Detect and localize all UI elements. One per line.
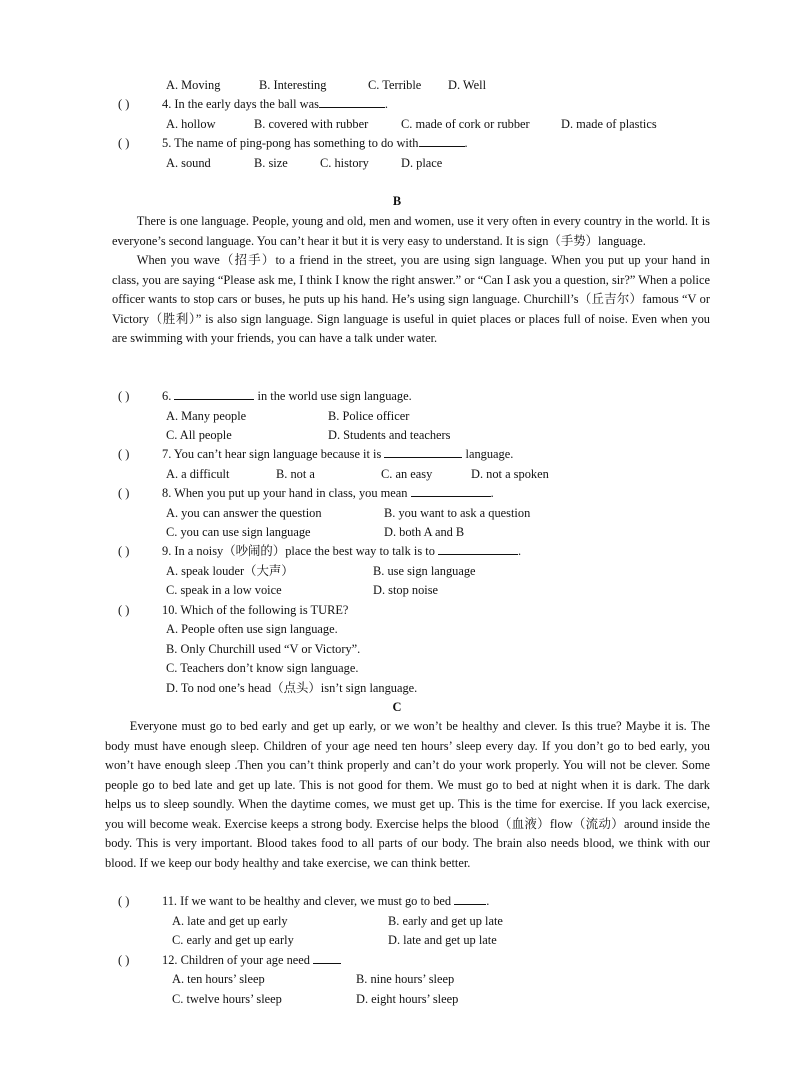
answer-blank[interactable] (319, 95, 385, 108)
answer-paren[interactable]: ( ) (118, 544, 130, 558)
answer-blank[interactable] (174, 387, 254, 400)
q7-option-b: B. not a (276, 467, 315, 481)
q4-option-d: D. made of plastics (561, 117, 657, 131)
q4-option-a: A. hollow (166, 117, 216, 131)
answer-paren[interactable]: ( ) (118, 603, 130, 617)
section-b-heading: B (392, 194, 402, 208)
q9-option-d: D. stop noise (373, 583, 439, 597)
answer-blank[interactable] (411, 484, 491, 497)
answer-paren[interactable]: ( ) (118, 136, 130, 150)
q8-option-d: D. both A and B (384, 525, 465, 539)
q8-option-c: C. you can use sign language (166, 525, 311, 539)
q10-option-a: A. People often use sign language. (166, 622, 338, 636)
answer-paren[interactable]: ( ) (118, 389, 130, 403)
passage-paragraph: Everyone must go to bed early and get up early, or we won’t be healthy and clever. Is this true? Maybe it is. The body must have enough sleep. Children of your age need ten hours’ sleep every day. If you don’t go to bed early, you won’t have enough sleep .Then you can’t think properly and can’t do your work properly. You will not be clever. Some people go to bed late and get up late. This is not good for them. We must go to bed at night when it is dark. The dark helps us to sleep soundly. When the daytime comes, we must get up. This is the time for exercise. If you lack exercise, you will become weak. Exercise keeps a strong body. Exercise helps the blood（血液）flow（流动）around inside the body. This is very important. Blood takes food to all parts of our body. The brain also needs blood, we think with our blood. If we keep our body healthy and take exercise, we can think better. (105, 719, 710, 870)
question-stem: 9. In a noisy（吵闹的）place the best way to talk is to (162, 544, 435, 558)
q8-option-a: A. you can answer the question (166, 506, 322, 520)
q4-option-b: B. covered with rubber (254, 117, 369, 131)
q7-option-d: D. not a spoken (471, 467, 549, 481)
q5-option-b: B. size (254, 156, 288, 170)
answer-blank[interactable] (454, 892, 486, 905)
question-end: language. (465, 447, 514, 461)
q9-option-a: A. speak louder（大声） (166, 564, 294, 578)
question-9 (118, 542, 521, 561)
q9-option-c: C. speak in a low voice (166, 583, 282, 597)
q3-option-a: A. Moving (166, 78, 221, 92)
q11-option-a: A. late and get up early (172, 914, 288, 928)
question-stem: 11. If we want to be healthy and clever, we must go to bed (162, 894, 452, 908)
section-c-heading: C (392, 700, 402, 714)
question-stem: 10. Which of the following is TURE? (162, 603, 349, 617)
q11-option-c: C. early and get up early (172, 933, 294, 947)
q11-option-b: B. early and get up late (388, 914, 503, 928)
question-4 (118, 95, 388, 114)
q9-option-b: B. use sign language (373, 564, 476, 578)
q12-option-d: D. eight hours’ sleep (356, 992, 459, 1006)
section-c-passage (105, 717, 710, 873)
question-12 (118, 951, 341, 970)
question-stem: 7. You can’t hear sign language because it is (162, 447, 382, 461)
q5-option-d: D. place (401, 156, 443, 170)
question-5 (118, 134, 468, 153)
question-stem: 12. Children of your age need (162, 953, 310, 967)
question-end: . (490, 486, 494, 500)
q10-option-d: D. To nod one’s head（点头）isn’t sign language. (166, 681, 418, 695)
q4-option-c: C. made of cork or rubber (401, 117, 530, 131)
answer-paren[interactable]: ( ) (118, 486, 130, 500)
answer-blank[interactable] (313, 951, 341, 964)
passage-paragraph-1: There is one language. People, young and old, men and women, use it very often in every country in the world. It is everyone’s second language. You can’t hear it but it is very easy to understand. It is sign（手势）language. (112, 214, 710, 248)
answer-paren[interactable]: ( ) (118, 894, 130, 908)
q8-option-b: B. you want to ask a question (384, 506, 531, 520)
answer-blank[interactable] (384, 445, 462, 458)
answer-paren[interactable]: ( ) (118, 447, 130, 461)
q6-option-b: B. Police officer (328, 409, 410, 423)
answer-paren[interactable]: ( ) (118, 953, 130, 967)
q3-option-d: D. Well (448, 78, 487, 92)
q6-option-a: A. Many people (166, 409, 247, 423)
answer-paren[interactable]: ( ) (118, 97, 130, 111)
question-6 (118, 387, 412, 406)
question-stem: 4. In the early days the ball was (162, 97, 319, 111)
q5-option-c: C. history (320, 156, 369, 170)
question-end: in the world use sign language. (257, 389, 412, 403)
q3-option-c: C. Terrible (368, 78, 422, 92)
question-11 (118, 892, 489, 911)
question-stem: 8. When you put up your hand in class, you mean (162, 486, 408, 500)
section-b-passage (112, 212, 710, 349)
question-stem: 5. The name of ping-pong has something to do with (162, 136, 419, 150)
q6-option-d: D. Students and teachers (328, 428, 451, 442)
question-10 (118, 601, 348, 620)
question-7 (118, 445, 513, 464)
answer-blank[interactable] (419, 134, 465, 147)
question-end: . (518, 544, 522, 558)
q10-option-b: B. Only Churchill used “V or Victory”. (166, 642, 361, 656)
question-end: . (384, 97, 389, 111)
q7-option-c: C. an easy (381, 467, 433, 481)
question-stem: 6. (162, 389, 172, 403)
q7-option-a: A. a difficult (166, 467, 230, 481)
q3-option-b: B. Interesting (259, 78, 327, 92)
answer-blank[interactable] (438, 542, 518, 555)
question-end: . (486, 894, 490, 908)
q11-option-d: D. late and get up late (388, 933, 497, 947)
q6-option-c: C. All people (166, 428, 232, 442)
passage-paragraph-2: When you wave（招手）to a friend in the street, you are using sign language. When you put up your hand in class, you are saying “Please ask me, I think I know the right answer.” or “Can I ask you a question, sir?” When a police officer wants to stop cars or buses, he puts up his hand. He’s using sign language. Churchill’s（丘吉尔）famous “V or Victory（胜利）” is also sign language. Sign language is useful in quiet places or places full of noise. Even when you are swimming with your friends, you can have a talk under water. (112, 253, 710, 345)
question-end: . (464, 136, 468, 150)
q10-option-c: C. Teachers don’t know sign language. (166, 661, 359, 675)
q5-option-a: A. sound (166, 156, 211, 170)
question-8 (118, 484, 494, 503)
q12-option-b: B. nine hours’ sleep (356, 972, 455, 986)
q12-option-c: C. twelve hours’ sleep (172, 992, 282, 1006)
q12-option-a: A. ten hours’ sleep (172, 972, 265, 986)
